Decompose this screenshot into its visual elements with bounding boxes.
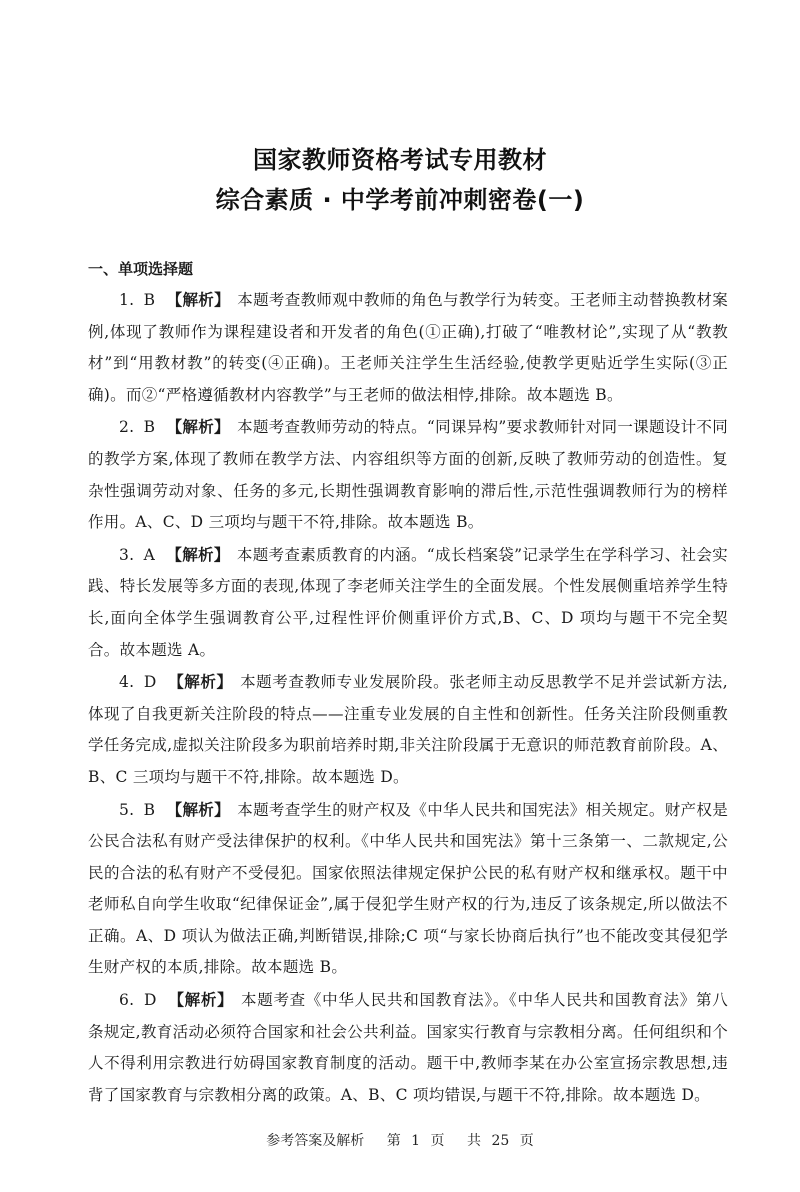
question-answer: A [143,545,156,564]
question-number: 6. [119,991,135,1010]
answer-content [88,255,728,1112]
footer-section-label: 参考答案及解析 [266,1133,365,1149]
analysis-text: 本题考查教师专业发展阶段。张老师主动反思教学不足并尝试新方法,体现了自我更新关注阶段的特点——注重专业发展的自主性和创新性。任务关注阶段侧重教学任务完成,虚拟关注阶段多为职前培养时期,非关注阶段属于无意识的师范教育前阶段。A、B、C 三项均与题干不符,排除。故本题选 D。 [88,673,729,786]
section-heading: 一、单项选择题 [88,260,194,278]
analysis-text: 本题考查《中华人民共和国教育法》。《中华人民共和国教育法》第八条规定,教育活动必须符合国家和社会公共利益。国家实行教育与宗教相分离。任何组织和个人不得利用宗教进行妨碍国家教育制度的活动。题干中,教师李某在办公室宣扬宗教思想,违背了国家教育与宗教相分离的政策。A、B、C 项均错误,与题干不符,排除。故本题选 D。 [88,991,728,1104]
page-footer [0,1130,800,1150]
question-explanation-6 [88,985,728,1111]
question-answer: D [144,991,157,1010]
analysis-text: 本题考查教师劳动的特点。“同课异构”要求教师针对同一课题设计不同的教学方案,体现了教师在教学方法、内容组织等方面的创新,反映了教师劳动的创造性。复杂性强调劳动对象、任务的多元,长期性强调教育影响的滞后性,示范性强调教师行为的榜样作用。A、C、D 三项均与题干不符,排除。故本题选 B。 [88,418,729,532]
analysis-text: 本题考查学生的财产权及《中华人民共和国宪法》相关规定。财产权是公民合法私有财产受法律保护的权利。《中华人民共和国宪法》第十三条第一、二款规定,公民的合法的私有财产不受侵犯。国家依照法律规定保护公民的私有财产权和继承权。题干中老师私自向学生收取“纪律保证金”,属于侵犯学生财产权的行为,违反了该条规定,所以做法不正确。A、D 项认为做法正确,判断错误,排除;C 项“与家长协商后执行”也不能改变其侵犯学生财产权的本质,排除。故本题选 B。 [88,800,728,977]
question-explanation-4 [88,667,728,793]
question-explanation-1 [88,285,728,411]
question-number: 3. [119,545,135,564]
question-number: 1. [119,291,135,309]
analysis-label: 【解析】 [166,291,230,309]
question-number: 5. [119,800,135,819]
analysis-label: 【解析】 [166,800,230,819]
analysis-text: 本题考查教师观中教师的角色与教学行为转变。王老师主动替换教材案例,体现了教师作为课程建设者和开发者的角色(①正确),打破了“唯教材论”,实现了从“教教材”到“用教材教”的转变(④正确)。王老师关注学生生活经验,使教学更贴近学生实际(③正确)。而②“严格遵循教材内容教学”与王老师的做法相悖,排除。故本题选 B。 [88,291,728,404]
title-block [0,140,800,220]
footer-page-number: 第 1 页 [386,1133,445,1149]
question-number: 4. [119,673,135,692]
question-explanation-3 [88,540,728,666]
analysis-label: 【解析】 [166,545,230,564]
question-answer: B [143,418,156,437]
analysis-text: 本题考查素质教育的内涵。“成长档案袋”记录学生在学科学习、社会实践、特长发展等多方面的表现,体现了李老师关注学生的全面发展。个性发展侧重培养学生特长,面向全体学生强调教育公平,过程性评价侧重评价方式,B、C、D 项均与题干不完全契合。故本题选 A。 [88,545,728,659]
document-title: 国家教师资格考试专用教材 [253,146,547,174]
analysis-label: 【解析】 [168,991,234,1010]
question-answer: B [143,800,156,819]
question-number: 2. [119,418,135,437]
footer-total-pages: 共 25 页 [467,1133,534,1149]
document-subtitle: 综合素质 · 中学考前冲刺密卷(一) [215,186,585,214]
question-explanation-2 [88,412,728,538]
question-answer: D [143,673,157,692]
analysis-label: 【解析】 [168,673,233,692]
analysis-label: 【解析】 [166,418,230,437]
question-answer: B [143,291,156,309]
question-explanation-5 [88,795,728,985]
